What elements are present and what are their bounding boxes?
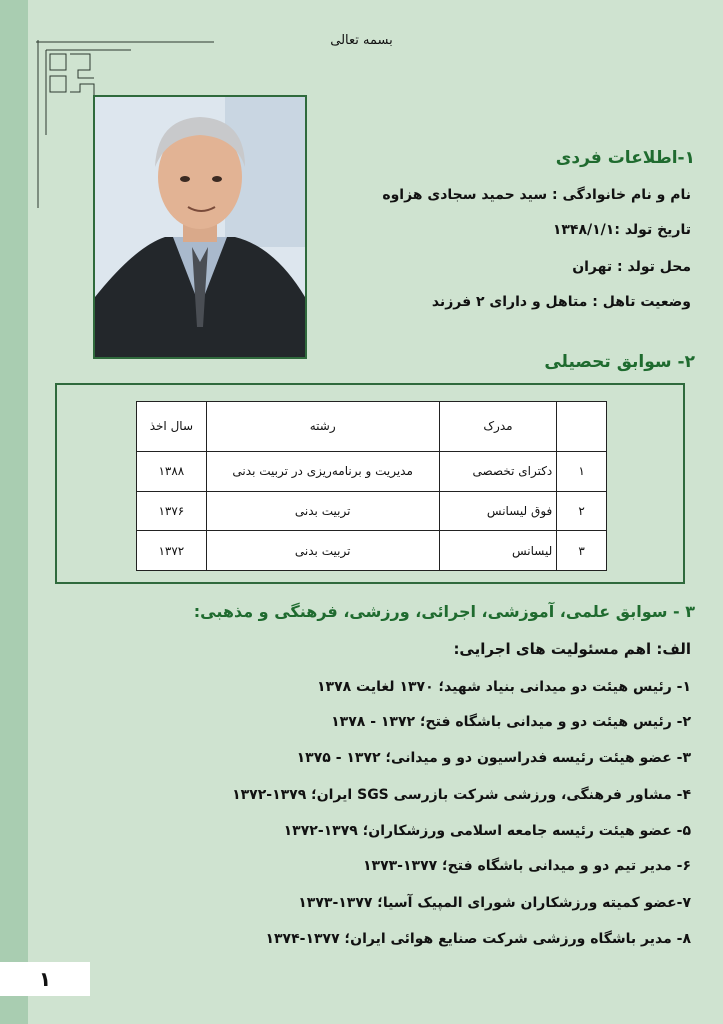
section3-subtitle: الف: اهم مسئولیت های اجرایی: (453, 640, 691, 658)
table-row (137, 491, 607, 531)
header-cell: رشته (206, 402, 439, 452)
table-row (137, 451, 607, 491)
table-cell: فوق لیسانس (439, 491, 557, 531)
section2-title: ۲- سوابق تحصیلی (544, 352, 695, 372)
education-table (136, 401, 607, 571)
table-cell: لیسانس (439, 531, 557, 571)
list-item: ۲- رئیس هیئت دو و میدانی باشگاه فتح؛ ۱۳۷۲ - ۱۳۷۸ (331, 714, 691, 730)
table-cell: ۱۳۷۲ (137, 531, 207, 571)
table-cell: ۲ (557, 491, 607, 531)
section1-title: ۱-اطلاعات فردی (555, 148, 695, 168)
table-cell: دکترای تخصصی (439, 451, 557, 491)
info-birthdate: تاریخ تولد :۱۳۴۸/۱/۱ (552, 222, 691, 238)
info-name: نام و نام خانوادگی : سید حمید سجادی هزاوه (382, 187, 691, 203)
basmala-heading: بسمه تعالی (330, 33, 393, 48)
info-marital: وضعیت تاهل : متاهل و دارای ۲ فرزند (431, 294, 691, 310)
header-cell: مدرک (439, 402, 557, 452)
list-item: ۱- رئیس هیئت دو میدانی بنیاد شهید؛ ۱۳۷۰ لغایت ۱۳۷۸ (317, 679, 691, 695)
left-color-strip (0, 0, 28, 1024)
table-row (137, 531, 607, 571)
page-number-text: ۱ (38, 967, 52, 991)
list-item: ۴- مشاور فرهنگی، ورزشی شرکت بازرسی SGS ایران؛ ۱۳۷۹-۱۳۷۲ (232, 787, 691, 803)
header-cell (557, 402, 607, 452)
table-cell: ۱۳۷۶ (137, 491, 207, 531)
list-item: ۶- مدیر تیم دو و میدانی باشگاه فتح؛ ۱۳۷۷-۱۳۷۳ (362, 858, 691, 874)
table-header-row (137, 402, 607, 452)
page-number (0, 962, 90, 996)
table-cell: تربیت بدنی (206, 491, 439, 531)
section3-title: ۳ - سوابق علمی، آموزشی، اجرائی، ورزشی، فرهنگی و مذهبی: (193, 602, 695, 621)
education-table-frame (55, 383, 685, 584)
header-cell: سال اخذ (137, 402, 207, 452)
table-cell: ۱ (557, 451, 607, 491)
table-cell: ۱۳۸۸ (137, 451, 207, 491)
list-item: ۸- مدیر باشگاه ورزشی شرکت صنایع هوائی ایران؛ ۱۳۷۷-۱۳۷۴ (265, 931, 691, 947)
table-cell: ۳ (557, 531, 607, 571)
table-cell: تربیت بدنی (206, 531, 439, 571)
list-item: ۳- عضو هیئت رئیسه فدراسیون دو و میدانی؛ ۱۳۷۲ - ۱۳۷۵ (296, 750, 691, 766)
list-item: ۷-عضو کمیته ورزشکاران شورای المپیک آسیا؛ ۱۳۷۷-۱۳۷۳ (298, 895, 691, 911)
portrait-photo (93, 95, 307, 359)
info-birthplace: محل تولد : تهران (572, 259, 691, 275)
list-item: ۵- عضو هیئت رئیسه جامعه اسلامی ورزشکاران؛ ۱۳۷۹-۱۳۷۲ (283, 823, 691, 839)
table-cell: مدیریت و برنامه‌ریزی در تربیت بدنی (206, 451, 439, 491)
